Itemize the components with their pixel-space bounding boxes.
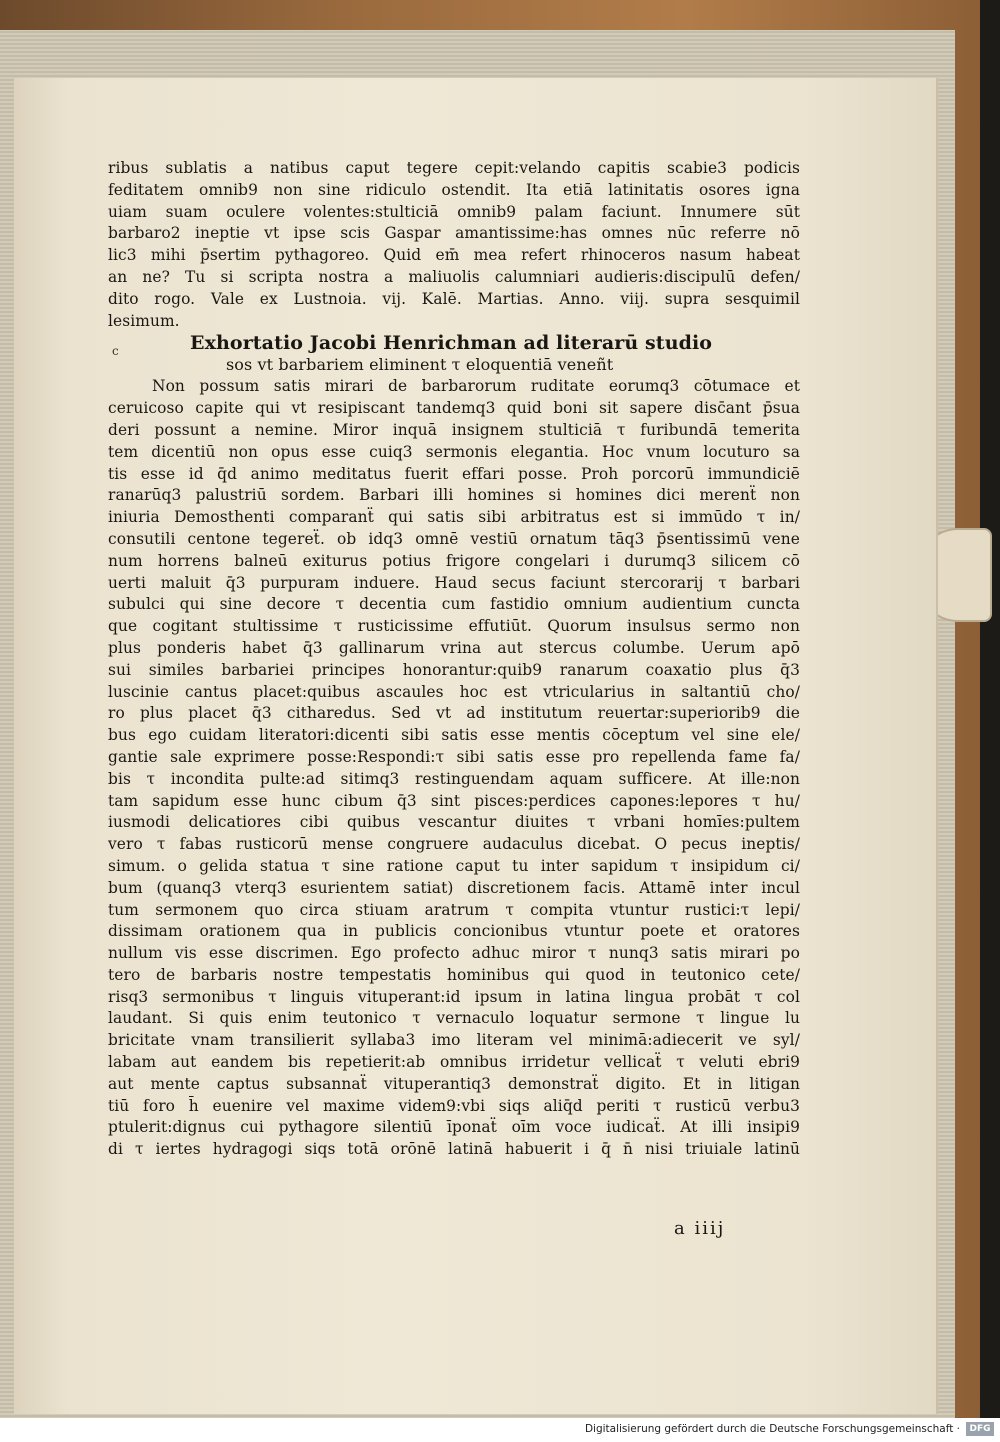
text-line: bricitate vnam transilierit syllaba3 imo literam vel minimā:adiecerit ve syl/ (108, 1031, 800, 1050)
text-line: tero de barbaris nostre tempestatis hominibus qui quod in teutonico cete/ (108, 965, 800, 984)
text-line: lic3 mihi p̄sertim pythagoreo. Quid em̄ mea refert rhinoceros nasum habeat (108, 246, 800, 265)
text-line: tem dicentiū non opus esse cuiq3 sermonis elegantia. Hoc vnum locuturo sa (108, 442, 800, 461)
text-line: ranarūq3 palustriū sordem. Barbari illi homines si homines dici merenẗ non (108, 486, 800, 505)
text-line: lesimum. (108, 311, 180, 330)
funding-credit: Digitalisierung gefördert durch die Deutsche Forschungsgemeinschaft · (584, 1423, 960, 1435)
text-line: que cogitant stultissime τ rusticissime effutiūt. Quorum insulsus sermo non (108, 617, 800, 636)
text-line: bis τ incondita pulte:ad sitimq3 restinguendam aquam sufficere. At ille:non (108, 769, 800, 788)
closing-lines (108, 158, 800, 332)
text-line: aut mente captus subsannaẗ vituperantiq3 demonstraẗ digito. Et in litigan (108, 1074, 800, 1093)
signature-mark: a iiij (674, 1218, 726, 1239)
page-text (108, 158, 800, 1161)
text-line: tis esse id q̄d animo meditatus fuerit effari posse. Proh porcorū immundiciē (108, 464, 800, 483)
text-line: dito rogo. Vale ex Lustnoia. vij. Kalē. Martias. Anno. viij. supra sesquimil (108, 289, 800, 308)
text-line: luscinie cantus placet:quibus ascaules hoc est vtricularius in saltantiū cho/ (108, 682, 800, 701)
text-line: ptulerit:dignus cui pythagore silentiū īponaẗ oīm voce iudicaẗ. At illi insipi9 (108, 1118, 800, 1137)
text-line: dissimam orationem qua in publicis concionibus vtuntur poete et oratores (108, 922, 800, 941)
text-line: consutili centone tegereẗ. ob idq3 omnē vestiū ornatum tāq3 p̄sentissimū vene (108, 529, 800, 548)
text-line: Non possum satis mirari de barbarorum ruditate eorumq3 cōtumace et (152, 377, 800, 396)
text-line: an ne? Tu si scripta nostra a maliuolis calumniari audieris:discipulū defen/ (108, 267, 800, 286)
text-line: subulci qui sine decore τ decentia cum fastidio omnium audientium cuncta (108, 595, 800, 614)
text-line: labam aut eandem bis repetierit:ab omnibus irridetur vellicaẗ τ veluti ebri9 (108, 1053, 800, 1072)
digitization-footer (0, 1418, 1000, 1442)
exhortation-paragraph (108, 376, 800, 1161)
margin-marker: c (112, 344, 119, 358)
text-line: deri possunt a nemine. Miror inquā insignem stulticiā τ furibundā temerita (108, 420, 800, 439)
text-line: risq3 sermonibus τ linguis vituperant:id ipsum in latina lingua probāt τ col (108, 987, 800, 1006)
text-line: tam sapidum esse hunc cibum q̄3 sint pisces:perdices capones:lepores τ hu/ (108, 791, 800, 810)
text-line: num horrens balneū exiturus potius frigore congelari i durumq3 silicem cō (108, 551, 800, 570)
text-line: ribus sublatis a natibus caput tegere cepit:velando capitis scabie3 podicis (108, 159, 800, 177)
exhortation-heading: Exhortatio Jacobi Henrichman ad literarū studio (190, 332, 713, 355)
text-line: laudant. Si quis enim teutonico τ vernaculo loquatur sermone τ lingue lu (108, 1009, 800, 1028)
text-line: barbaro2 ineptie vt ipse scis Gaspar amantissime:has omnes nūc referre nō (108, 224, 800, 243)
dfg-logo-icon: DFG (966, 1422, 994, 1436)
text-line: gantie sale exprimere posse:Respondi:τ sibi satis esse pro repellenda fame fa/ (108, 747, 800, 766)
exhortation-subheading: sos vt barbariem eliminent τ eloquentiā veneñt (226, 355, 614, 375)
text-line: ro plus placet q̄3 citharedus. Sed vt ad institutum reuertar:superiorib9 die (108, 704, 800, 723)
text-line: bum (quanq3 vterq3 esurientem satiat) discretionem facis. Attamē inter incul (108, 878, 800, 897)
text-line: tiū foro h̄ euenire vel maxime videm9:vbi siqs aliq̄d periti τ rusticū verbu3 (108, 1096, 800, 1115)
text-line: plus ponderis habet q̄3 gallinarum vrina aut stercus columbe. Uerum apō (108, 638, 800, 657)
text-line: tum sermonem quo circa stiuam aratrum τ compita vtuntur rustici:τ lepi/ (108, 900, 800, 919)
text-line: iusmodi delicatiores cibi quibus vescantur diuites τ vrbani homīes:pultem (108, 813, 800, 832)
text-line: ceruicoso capite qui vt resipiscant tandemq3 quid boni sit sapere disc̄ant p̄sua (108, 399, 800, 418)
text-line: bus ego cuidam literatori:dicenti sibi satis esse mentis cōceptum vel sine ele/ (108, 726, 800, 745)
text-line: uerti maluit q̄3 purpuram induere. Haud secus faciunt stercorarij τ barbari (108, 573, 800, 592)
text-line: iniuria Demosthenti comparanẗ qui satis sibi arbitratus est si immūdo τ in/ (108, 508, 800, 527)
text-line: nullum vis esse discrimen. Ego profecto adhuc miror τ nunq3 satis mirari po (108, 944, 800, 963)
text-line: simum. o gelida statua τ sine ratione caput tu inter sapidum τ insipidum ci/ (108, 856, 800, 875)
text-line: feditatem omnib9 non sine ridiculo ostendit. Ita etiā latinitatis osores igna (108, 180, 800, 199)
text-line: sui similes barbariei principes honorantur:quib9 ranarum coaxatio plus q̄3 (108, 660, 800, 679)
text-line: di τ iertes hydragogi siqs totā orōnē latinā habuerit i q̄ n̄ nisi triuiale latinū (108, 1140, 800, 1159)
text-line: uiam suam oculere volentes:stulticiā omnib9 palam faciunt. Innumere sūt (108, 202, 800, 221)
text-line: vero τ fabas rusticorū mense congruere audaculus dicebat. O pecus ineptis/ (108, 835, 800, 854)
